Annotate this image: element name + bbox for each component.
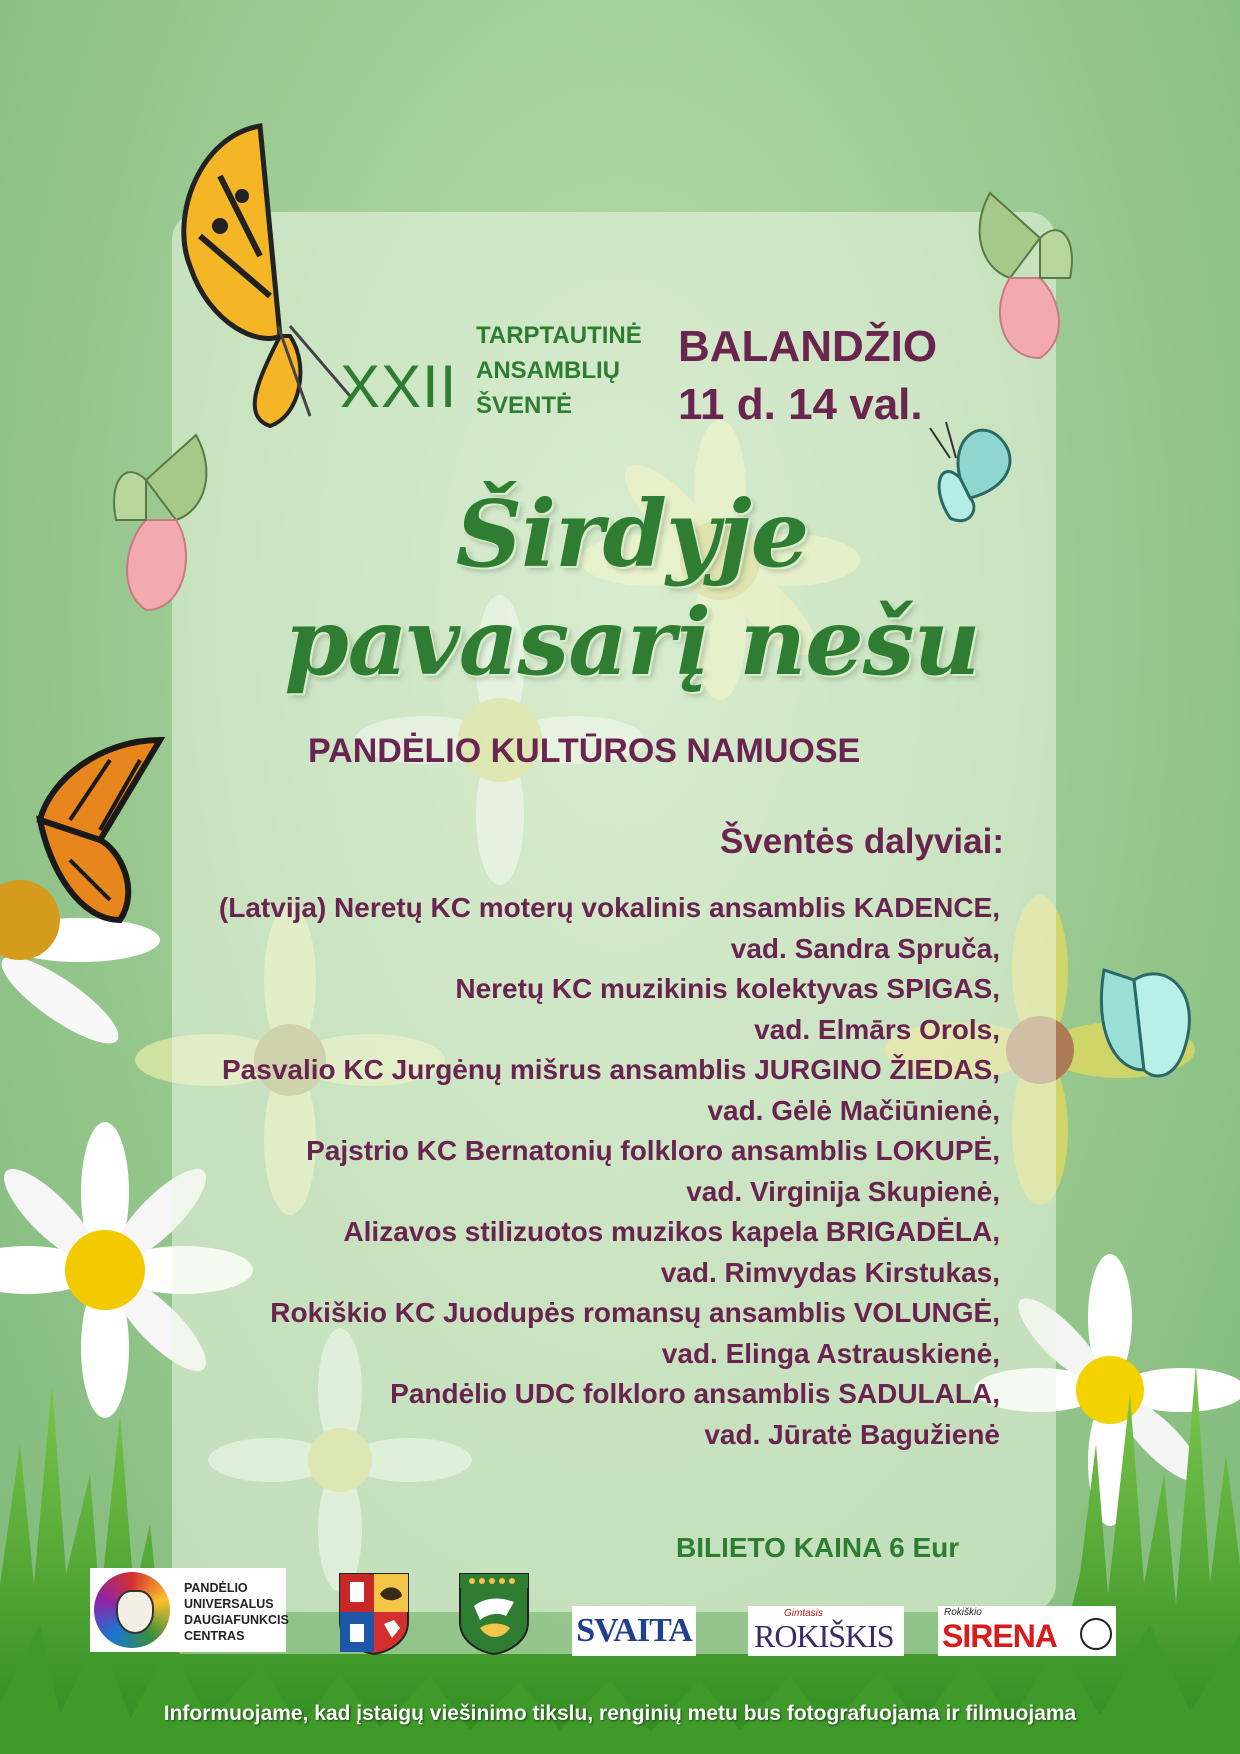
event-date-time: 11 d. 14 val. — [678, 380, 923, 429]
gimtasis-rokiskis-logo — [748, 1606, 904, 1656]
udc-logo-text — [184, 1580, 289, 1644]
rokiskis-label: ROKIŠKIS — [754, 1618, 894, 1654]
pandelys-crest-icon — [458, 1572, 530, 1656]
participant-line: Pajstrio KC Bernatonių folkloro ansamblis LOKUPĖ, — [306, 1135, 1000, 1166]
pink-butterfly-icon — [106, 430, 216, 620]
theatre-masks-icon — [94, 1572, 170, 1648]
gimtasis-label: Gimtasis — [784, 1608, 823, 1619]
sirena-badge-icon — [1080, 1618, 1112, 1650]
udc-logo-line: UNIVERSALUS — [184, 1597, 274, 1611]
pink-butterfly-icon — [970, 188, 1080, 368]
sirena-label: SIRENA — [942, 1618, 1057, 1654]
participant-line: vad. Elmārs Orols, — [754, 1013, 1000, 1045]
participant-line: vad. Sandra Spruča, — [730, 932, 1000, 964]
svaita-logo — [572, 1606, 696, 1656]
event-date — [678, 318, 937, 434]
edition-word: TARPTAUTINĖ — [476, 322, 642, 349]
participant-line: Rokiškio KC Juodupės romansų ansamblis VOLUNGĖ, — [270, 1297, 1000, 1328]
participant-line: vad. Gėlė Mačiūnienė, — [707, 1094, 1000, 1126]
participant-line: Pandėlio UDC folkloro ansamblis SADULALA, — [390, 1378, 1000, 1409]
edition-number: XXII — [340, 353, 458, 420]
participant-line: vad. Elinga Astrauskienė, — [661, 1337, 1000, 1369]
participant-line: vad. Virginija Skupienė, — [686, 1175, 1000, 1207]
edition-word: ANSAMBLIŲ — [476, 357, 620, 384]
udc-logo-line: DAUGIAFUNKCIS — [184, 1613, 289, 1627]
edition-word: ŠVENTĖ — [476, 392, 573, 419]
blue-butterfly-icon — [1074, 950, 1214, 1100]
participants-list — [160, 888, 1000, 1455]
ticket-price: BILIETO KAINA 6 Eur — [676, 1532, 960, 1563]
rokiskio-sirena-logo — [938, 1606, 1116, 1656]
monarch-butterfly-icon — [10, 730, 180, 930]
participant-line: vad. Jūratė Bagužienė — [704, 1418, 1000, 1450]
participant-line: Neretų KC muzikinis kolektyvas SPIGAS, — [455, 973, 1000, 1004]
participant-line: Pasvalio KC Jurgėnų mišrus ansamblis JURGINO ŽIEDAS, — [222, 1054, 1000, 1085]
udc-logo-line: PANDĖLIO — [184, 1581, 248, 1595]
poster-title: Širdyje pavasarį nešu — [284, 480, 980, 696]
participant-line: Alizavos stilizuotos muzikos kapela BRIGADĖLA, — [343, 1216, 1000, 1247]
sirena-small-label: Rokiškio — [944, 1607, 982, 1618]
svaita-logo-text: SVAITA — [576, 1612, 692, 1649]
participants-heading: Šventės dalyviai: — [719, 822, 1004, 861]
udc-logo — [90, 1568, 289, 1652]
venue: PANDĖLIO KULTŪROS NAMUOSE — [308, 732, 861, 770]
photo-notice: Informuojame, kad įstaigų viešinimo tikslu, renginių metu bus fotografuojama ir filmuojama — [163, 1702, 1077, 1725]
rokiskis-district-crest-icon — [338, 1572, 410, 1656]
participant-line: vad. Rimvydas Kirstukas, — [660, 1256, 1000, 1288]
event-date-month: BALANDŽIO — [678, 322, 938, 371]
edition-description — [476, 318, 642, 423]
udc-logo-line: CENTRAS — [184, 1629, 245, 1643]
participant-line: (Latvija) Neretų KC moterų vokalinis ansamblis KADENCE, — [218, 892, 1000, 923]
